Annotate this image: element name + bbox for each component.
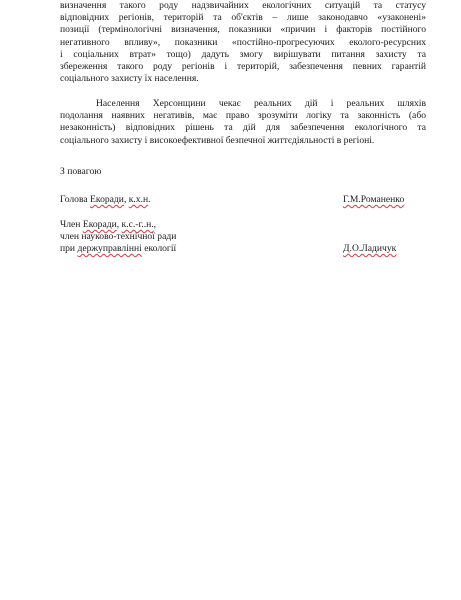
org-name: Екоради [82, 219, 117, 230]
org-name: Екоради [90, 194, 124, 205]
academic-degree: к.с.-г..н. [121, 219, 154, 230]
separator: , [116, 219, 122, 230]
paragraph-line: негативного впливу», показники «постійно-прогресуючих еколого-ресурсних [60, 36, 426, 48]
paragraph-ecological-status [60, 0, 426, 85]
signature-title-chair [60, 194, 151, 206]
signatory-name-member [343, 243, 396, 255]
signature-title-member [60, 219, 156, 231]
paragraph-line: соціального захисту і високоефективної безпечної життєдіяльності в регіоні. [60, 134, 375, 146]
paragraph-line: незаконність) відповідних рішень та дій для забезпечення екологічного та [60, 122, 426, 134]
org-name: держуправлінні [77, 243, 142, 254]
paragraph-population-demands [60, 98, 426, 147]
title-text: при [60, 243, 78, 254]
punctuation: . [148, 194, 151, 205]
title-text: Член [60, 219, 83, 230]
person-name: Д.О.Ладичук [343, 243, 397, 254]
paragraph-line: позиції (термінологічні визначення, показники «причин і факторів постійного [60, 24, 426, 36]
signature-title-member-line3 [60, 243, 176, 255]
title-text: екології [141, 243, 177, 254]
paragraph-line: визначення такого роду надзвичайних екологічних ситуацій та статусу [60, 0, 426, 11]
separator: , [123, 194, 129, 205]
signature-title-member-line2: член науково-технічної ради [60, 231, 177, 242]
paragraph-line: і соціальних втрат» тощо) дадуть змогу вирішувати питання захисту та [60, 48, 426, 60]
title-text: Голова [60, 194, 91, 205]
person-name: Г.М.Романенко [343, 194, 405, 205]
paragraph-line: подолання наявних негативів, має право зрозуміти логіку та законність (або [60, 110, 426, 122]
paragraph-line: соціального захисту їх населення. [60, 73, 199, 85]
signatory-name-chair [343, 194, 404, 206]
paragraph-line: відповідних регіонів, територій та об'єктів – лише законодавчо «узаконені» [60, 12, 426, 24]
academic-degree: к.х.н [128, 194, 149, 205]
paragraph-line: Населення Херсонщини чекає реальних дій і реальних шляхів [96, 98, 426, 109]
paragraph-line: збереження такого роду регіонів і територій, забезпечення певних гарантій [60, 61, 426, 73]
punctuation: , [153, 219, 157, 230]
closing-greeting: З повагою [60, 166, 102, 177]
